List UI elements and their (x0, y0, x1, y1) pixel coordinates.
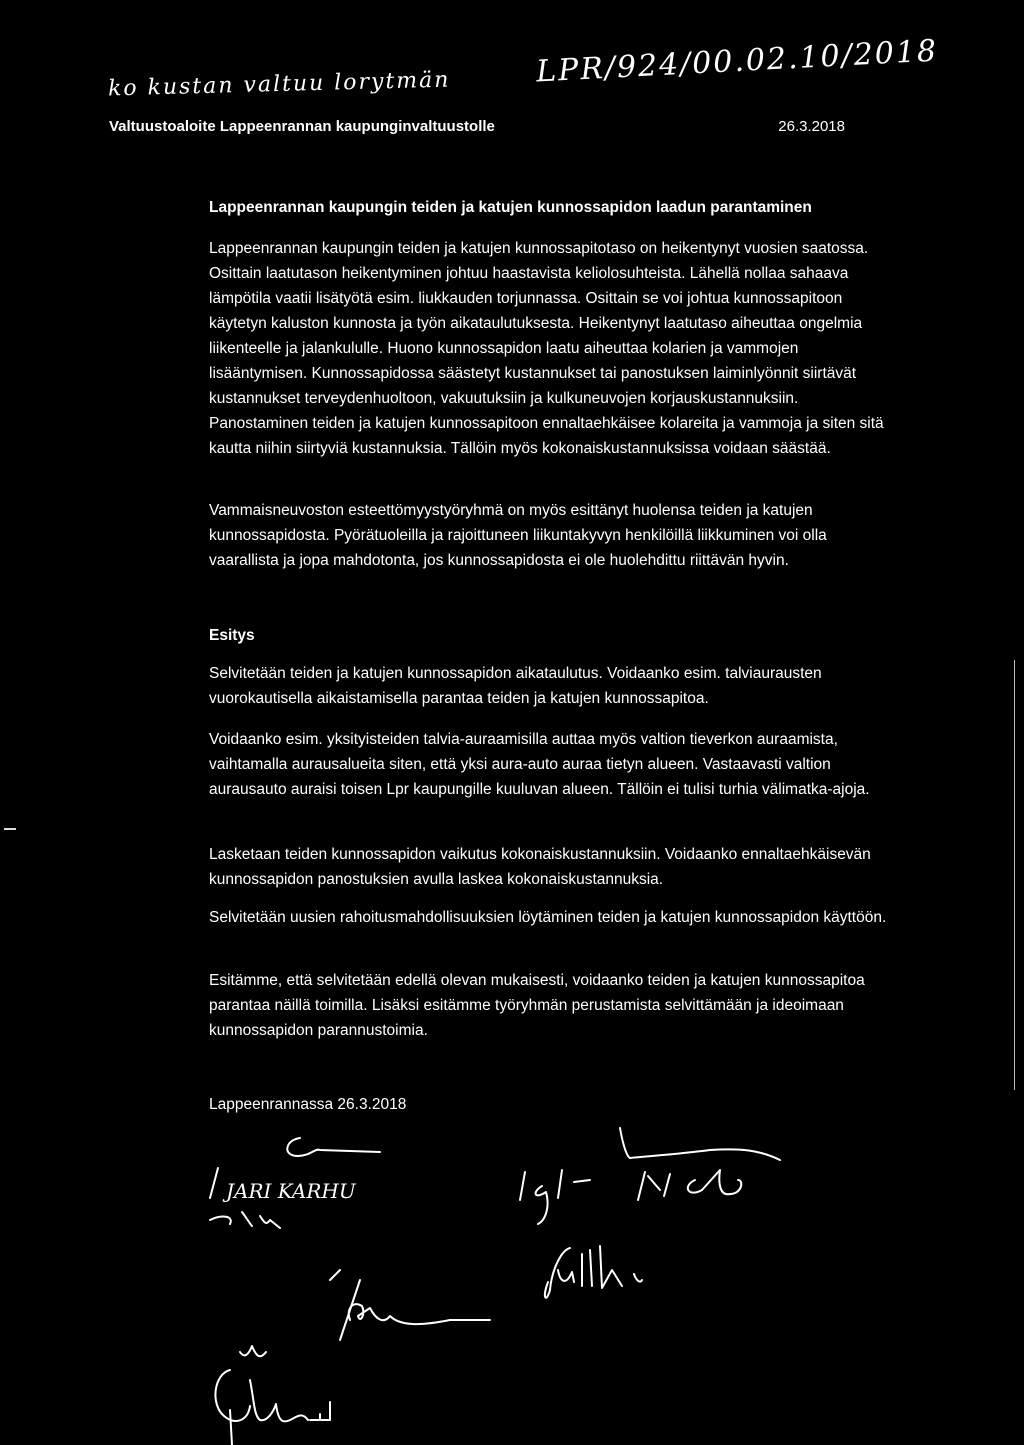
header-title: Valtuustoaloite Lappeenrannan kaupunginvaltuustolle (109, 118, 495, 135)
esitys-paragraph: Esitämme, että selvitetään edellä olevan mukaisesti, voidaanko teiden ja katujen kunnossapitoa parantaa näillä toimilla. Lisäksi esitämme työryhmän perustamista selvittämään ja ideoimaan kunnossapidon parannustoimia. (209, 972, 865, 1039)
esitys-heading: Esitys (209, 627, 255, 644)
paragraph: Vammaisneuvoston esteettömyystyöryhmä on myös esittänyt huolensa teiden ja katujen kunnossapidosta. Pyörätuoleilla ja rajoittuneen liikuntakyvyn henkilöillä liikkuminen voi olla vaarallista ja jopa mahdotonta, jos kunnossapidosta ei ole huolehdittu riittävän hyvin. (209, 502, 827, 569)
margin-line (1014, 660, 1015, 1090)
signature (240, 1270, 490, 1356)
handwritten-note: ko kustan valtuu lorytmän (107, 67, 451, 102)
header-date: 26.3.2018 (778, 118, 845, 135)
printed-name: JARI KARHU (226, 1179, 356, 1203)
place-and-date: Lappeenrannassa 26.3.2018 (209, 1096, 407, 1113)
margin-mark (4, 828, 16, 830)
handwritten-reference: LPR/924/00.02.10/2018 (535, 33, 939, 90)
signature (620, 1128, 780, 1160)
esitys-paragraph: Selvitetään teiden ja katujen kunnossapidon aikataulutus. Voidaanko esim. talviaurausten vuorokautisella aikaistamisella parantaa teiden ja katujen kunnossapitoa. (209, 665, 822, 707)
signature (215, 1370, 330, 1445)
esitys-paragraph: Selvitetään uusien rahoitusmahdollisuuksien löytäminen teiden ja katujen kunnossapidon käyttöön. (209, 909, 887, 926)
esitys-paragraph: Voidaanko esim. yksityisteiden talvia-auraamisilla auttaa myös valtion tieverkon auraamista, vaihtamalla aurausalueita siten, että yksi aura-auto auraa tietyn alueen. Vastaavasti valtion aurausauto auraisi toisen Lpr kaupungille kuuluvan alueen. Tällöin ei tulisi turhia välimatka-ajoja. (209, 731, 870, 798)
document-header (109, 118, 845, 135)
signature (520, 1170, 741, 1224)
signatures-area (190, 1120, 890, 1445)
document-title: Lappeenrannan kaupungin teiden ja katujen kunnossapidon laadun parantaminen (209, 199, 812, 216)
signature (545, 1246, 642, 1298)
signature (210, 1212, 280, 1228)
esitys-paragraph: Lasketaan teiden kunnossapidon vaikutus kokonaiskustannuksiin. Voidaanko ennaltaehkäisevän kunnossapidon panostuksien avulla laskea kokonaiskustannuksia. (209, 846, 871, 888)
paragraph: Lappeenrannan kaupungin teiden ja katujen kunnossapitotaso on heikentynyt vuosien saatossa. Osittain laatutason heikentyminen johtuu haastavista keliolosuhteista. Lähellä nollaa sahaava lämpötila vaatii lisätyötä esim. liukkauden torjunnassa. Osittain se voi johtua kunnossapitoon käytetyn kaluston kunnosta ja työn aikataulutuksesta. Heikentynyt laatutaso aiheuttaa ongelmia liikenteelle ja jalankululle. Huono kunnossapidon laatu aiheuttaa kolarien ja vammojen lisääntymisen. Kunnossapidossa säästetyt kustannukset tai panostuksen laiminlyönnit siirtävät kustannukset terveydenhuoltoon, vakuutuksiin ja kulkuneuvojen korjauskustannuksiin. Panostaminen teiden ja katujen kunnossapitoon ennaltaehkäisee kolareita ja vammoja ja siten sitä kautta niihin siirtyviä kustannuksia. Tällöin myös kokonaiskustannuksissa voidaan säästää. (209, 240, 884, 457)
